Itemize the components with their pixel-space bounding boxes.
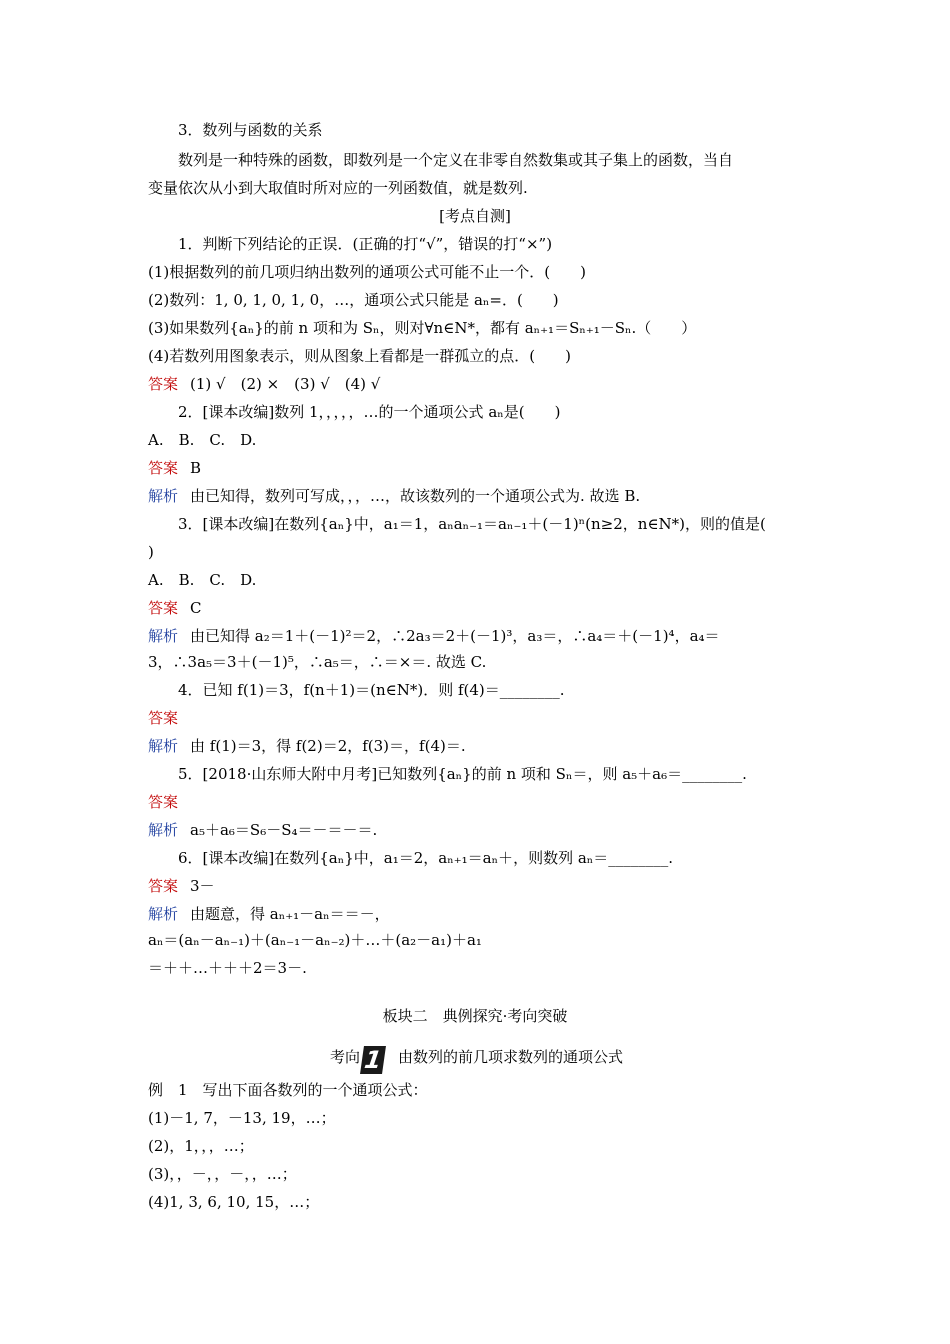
analysis-label: 解析: [148, 487, 179, 505]
analysis-label: 解析: [148, 905, 179, 923]
answer-text: 3－: [190, 877, 215, 895]
question-5-answer-label: 答案: [148, 793, 179, 811]
answer-label: 答案: [148, 459, 179, 477]
answer-label: 答案: [148, 599, 179, 617]
section-title: 3．数列与函数的关系: [178, 121, 323, 139]
example-1-stem: 例 1 写出下面各数列的一个通项公式：: [148, 1081, 428, 1099]
question-4-stem: 4．已知 f(1)＝3，f(n＋1)＝(n∈N*)．则 f(4)＝________.: [178, 681, 565, 699]
answer-text: B: [190, 459, 202, 477]
example-1-item: (3)，，－，，－，，…；: [148, 1165, 297, 1183]
paragraph-line: 变量依次从小到大取值时所对应的一列函数值，就是数列.: [148, 179, 528, 197]
analysis-text: 由已知得，数列可写成，，，…，故该数列的一个通项公式为. 故选 B.: [190, 487, 641, 505]
selftest-heading: [考点自测]: [439, 207, 511, 225]
question-3-stem-cont: ): [148, 543, 154, 561]
analysis-label: 解析: [148, 737, 179, 755]
question-3-analysis-cont: 3，∴3a₅＝3＋(－1)⁵，∴a₅＝，∴＝×＝. 故选 C.: [148, 653, 487, 671]
question-5-analysis: [148, 820, 810, 840]
kaoxiang-prefix: 考向: [330, 1048, 361, 1066]
question-3-analysis: [148, 626, 810, 646]
kaoxiang-title: 由数列的前几项求数列的通项公式: [398, 1048, 624, 1066]
question-4-analysis: [148, 736, 810, 756]
analysis-text: 由题意，得 aₙ₊₁－aₙ＝＝－，: [190, 905, 390, 923]
analysis-text: 由已知得 a₂＝1＋(－1)²＝2，∴2a₃＝2＋(－1)³，a₃＝，∴a₄＝＋(－1)⁴，a₄＝: [190, 627, 720, 645]
kaoxiang-number-badge: 1: [360, 1046, 386, 1074]
question-6-analysis-cont: ＝＋＋…＋＋＋2＝3－.: [148, 959, 307, 977]
question-6-stem: 6．[课本改编]在数列{aₙ}中，a₁＝2，aₙ₊₁＝aₙ＋，则数列 aₙ＝________.: [178, 849, 674, 867]
answer-label: 答案: [148, 375, 179, 393]
analysis-text: a₅＋a₆＝S₆－S₄＝－＝－＝.: [190, 821, 378, 839]
analysis-label: 解析: [148, 627, 179, 645]
question-2-stem: 2．[课本改编]数列 1，，，，，…的一个通项公式 aₙ是( ): [178, 403, 561, 421]
question-5-stem: 5．[2018·山东师大附中月考]已知数列{aₙ}的前 n 项和 Sₙ＝，则 a₅＋a₆＝________.: [178, 765, 747, 783]
example-1-item: (4)1, 3, 6, 10, 15，…；: [148, 1193, 320, 1211]
question-6-analysis: [148, 904, 810, 924]
example-1-item: (1)－1, 7，－13, 19，…；: [148, 1109, 336, 1127]
question-3-options: A. B. C. D.: [148, 571, 257, 589]
kaoxiang-heading: [330, 1042, 680, 1074]
answer-text: (1) √ (2) × (3) √ (4) √: [190, 375, 381, 393]
question-1-item: (3)如果数列{aₙ}的前 n 项和为 Sₙ，则对∀n∈N*，都有 aₙ₊₁＝Sₙ₊₁－Sₙ.（ ）: [148, 319, 697, 337]
question-1-item: (2)数列：1, 0, 1, 0, 1, 0，…，通项公式只能是 aₙ=．( ): [148, 291, 559, 309]
analysis-label: 解析: [148, 821, 179, 839]
question-2-options: A. B. C. D.: [148, 431, 257, 449]
question-4-answer-label: 答案: [148, 709, 179, 727]
question-3-stem: 3．[课本改编]在数列{aₙ}中，a₁＝1，aₙaₙ₋₁＝aₙ₋₁＋(－1)ⁿ(n≥2，n∈N*)，则的值是(: [178, 515, 766, 533]
question-6-answer: [148, 876, 810, 896]
question-2-answer: [148, 458, 810, 478]
question-3-answer: [148, 598, 810, 618]
question-2-analysis: [148, 486, 810, 506]
example-1-item: (2)，1，，，…；: [148, 1137, 254, 1155]
answer-text: C: [190, 599, 202, 617]
paragraph-line: 数列是一种特殊的函数，即数列是一个定义在非零自然数集或其子集上的函数，当自: [178, 151, 734, 169]
analysis-text: 由 f(1)＝3，得 f(2)＝2，f(3)＝，f(4)＝.: [190, 737, 466, 755]
question-1-item: (4)若数列用图象表示，则从图象上看都是一群孤立的点．( ): [148, 347, 571, 365]
question-1-item: (1)根据数列的前几项归纳出数列的通项公式可能不止一个．( ): [148, 263, 586, 281]
block-title: 板块二 典例探究·考向突破: [382, 1007, 568, 1025]
answer-label: 答案: [148, 877, 179, 895]
question-1-answer: [148, 374, 810, 394]
question-6-analysis-cont: aₙ＝(aₙ－aₙ₋₁)＋(aₙ₋₁－aₙ₋₂)＋…＋(a₂－a₁)＋a₁: [148, 931, 482, 949]
question-1-stem: 1．判断下列结论的正误．(正确的打“√”，错误的打“×”): [178, 235, 553, 253]
